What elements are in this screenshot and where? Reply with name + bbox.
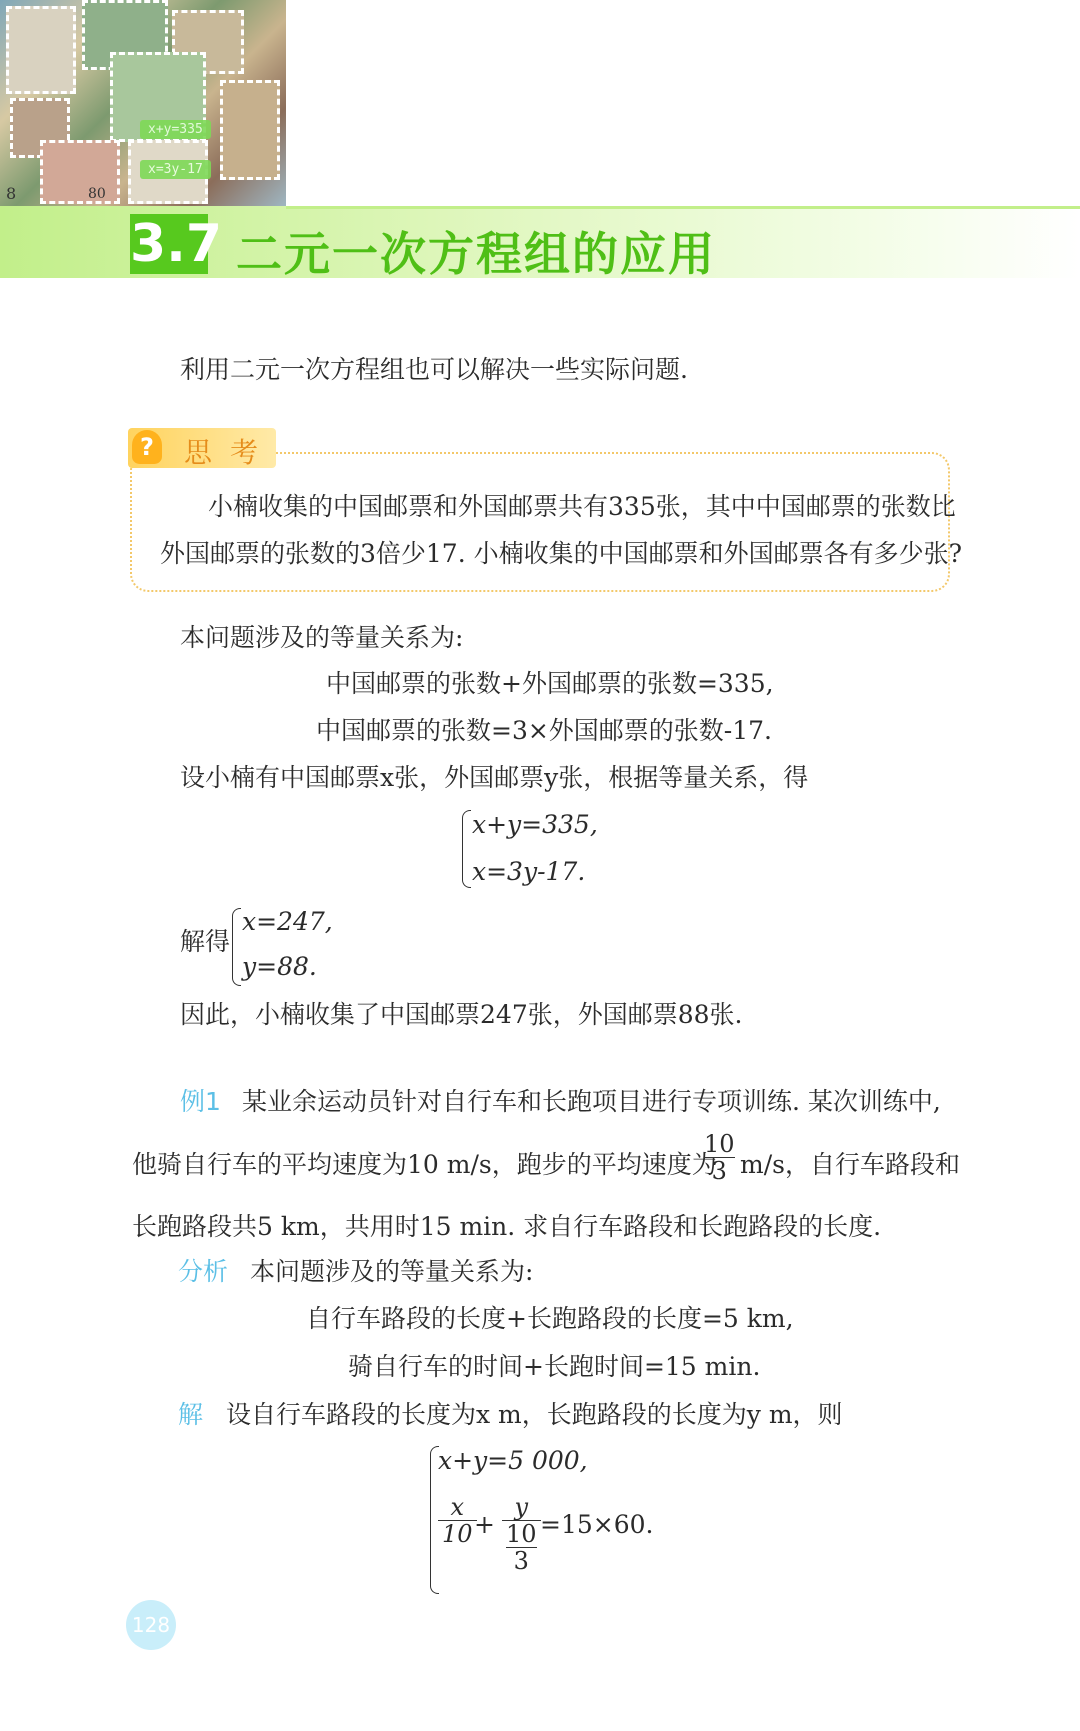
think-label: 思考 (184, 436, 277, 469)
solve-label: 解 (178, 1400, 204, 1429)
fraction-numerator: x (450, 1493, 465, 1521)
fraction-denominator: 3 (704, 1157, 735, 1184)
result-equation: x=247, (242, 907, 333, 936)
stamp-equation-tag: x=3y-17 (140, 160, 211, 179)
system-equation: x+y=5 000, (438, 1446, 588, 1475)
system-equation: x=3y-17. (472, 857, 586, 886)
y-over-fraction (502, 1494, 541, 1574)
system-brace (462, 810, 471, 888)
think-line: 小楠收集的中国邮票和外国邮票共有335张，其中中国邮票的张数比 (208, 492, 956, 521)
equation-rhs: =15×60. (540, 1510, 654, 1539)
fraction-numerator: 10 (704, 1130, 735, 1158)
stamp-denomination: 8 (6, 184, 17, 203)
result-equation: y=88. (242, 952, 317, 981)
stamps-illustration (0, 0, 286, 206)
equation-line: 骑自行车的时间+长跑时间=15 min. (348, 1352, 761, 1381)
relation-intro: 本问题涉及的等量关系为: (180, 623, 464, 652)
x-over-10-fraction (438, 1494, 477, 1547)
example-line: m/s，自行车路段和 (740, 1150, 960, 1179)
speed-fraction (704, 1131, 735, 1184)
fraction-numerator: y (514, 1493, 529, 1521)
equation-line: 中国邮票的张数=3×外国邮票的张数-17. (316, 716, 773, 745)
equation-line: 自行车路段的长度+长跑路段的长度=5 km, (306, 1304, 794, 1333)
example-line: 某业余运动员针对自行车和长跑项目进行专项训练. 某次训练中, (242, 1087, 941, 1116)
stamp-equation-tag: x+y=335 (140, 120, 211, 139)
system-equation: x+y=335, (472, 810, 598, 839)
analysis-label: 分析 (178, 1257, 229, 1286)
section-number: 3.7 (130, 214, 223, 274)
stamp-denomination: 80 (88, 186, 106, 202)
nested-fraction (502, 1520, 541, 1574)
setup-text: 设小楠有中国邮票x张，外国邮票y张，根据等量关系，得 (180, 763, 809, 792)
example-line: 长跑路段共5 km，共用时15 min. 求自行车路段和长跑路段的长度. (132, 1212, 882, 1241)
plus-sign: + (474, 1510, 495, 1539)
solve-setup: 设自行车路段的长度为x m，长跑路段的长度为y m，则 (226, 1400, 843, 1429)
fraction-denominator: 10 (438, 1520, 477, 1547)
result-brace (232, 908, 241, 986)
fraction-denominator: 3 (506, 1547, 537, 1574)
section-title: 二元一次方程组的应用 (236, 227, 716, 281)
analysis-intro: 本问题涉及的等量关系为: (250, 1257, 534, 1286)
intro-text: 利用二元一次方程组也可以解决一些实际问题. (180, 355, 688, 384)
example-line: 他骑自行车的平均速度为10 m/s，跑步的平均速度为 (132, 1150, 717, 1179)
think-line: 外国邮票的张数的3倍少17. 小楠收集的中国邮票和外国邮票各有多少张? (160, 539, 963, 568)
lightbulb-icon: ? (132, 430, 162, 464)
fraction-numerator: 10 (506, 1520, 537, 1548)
equation-line: 中国邮票的张数+外国邮票的张数=335, (326, 669, 774, 698)
example-label: 例1 (180, 1087, 221, 1116)
solved-label: 解得 (180, 927, 231, 956)
conclusion-text: 因此，小楠收集了中国邮票247张，外国邮票88张. (180, 1000, 743, 1029)
divider (286, 206, 1080, 209)
page-number: 128 (126, 1600, 176, 1650)
